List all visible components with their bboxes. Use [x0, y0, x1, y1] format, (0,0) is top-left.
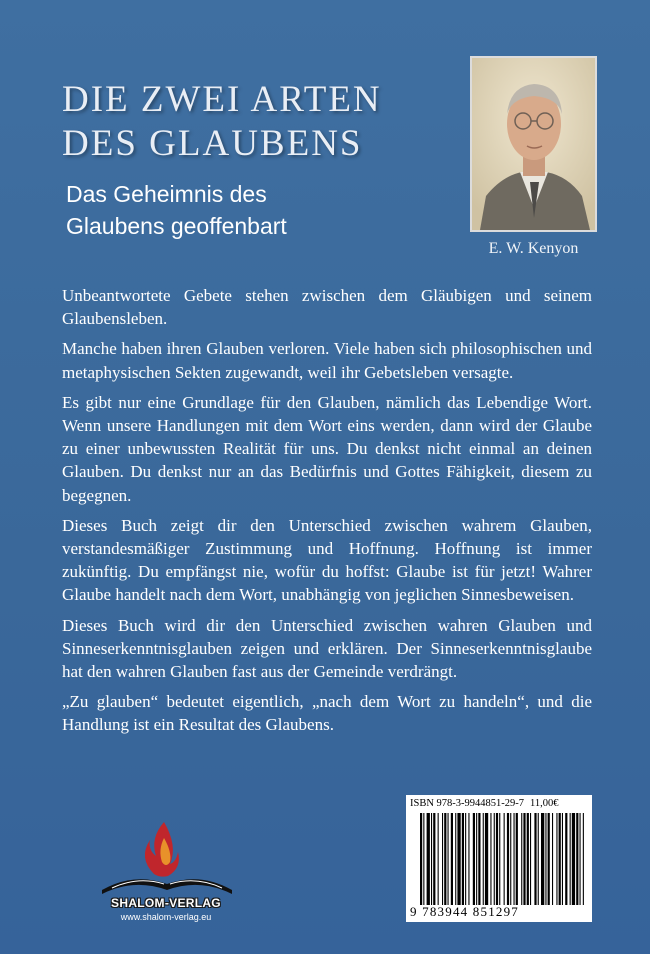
barcode-stripe	[534, 813, 536, 905]
publisher-url: www.shalom-verlag.eu	[120, 912, 212, 922]
blurb-paragraph: Es gibt nur eine Grundlage für den Glauben, nämlich das Lebendige Wort. Wenn unsere Handlungen mit dem Wort eins werden, dann wird der Glaube zu einer unbewussten Realität für uns. Du denkst nicht einmal an deinen Glauben. Du denkst nur an das Bedürfnis und Gottes Fähigkeit, diesem zu begegnen.	[62, 392, 592, 505]
barcode-stripe	[530, 813, 531, 905]
barcode-stripe	[442, 813, 443, 905]
barcode-stripe	[499, 813, 500, 905]
blurb-paragraph: Dieses Buch zeigt dir den Unterschied zwischen wahrem Glauben, verstandesmäßiger Zustimmung und Hoffnung. Hoffnung ist immer zukünftig. Du empfängst nie, wofür du hoffst: Glaube ist für jetzt! Wahrer Glaube handelt nach dem Wort, unabhängig von jeglichen Sinnesbeweisen.	[62, 515, 592, 605]
author-portrait	[470, 56, 597, 232]
barcode-stripe	[545, 813, 546, 905]
barcode-stripe	[451, 813, 453, 905]
barcode-stripe	[556, 813, 557, 905]
barcode-stripe	[541, 813, 544, 905]
barcode-stripe	[570, 813, 571, 905]
blurb-text	[62, 284, 592, 744]
barcode-stripe	[444, 813, 446, 905]
barcode-stripe	[504, 813, 505, 905]
price: 11,00€	[530, 798, 559, 809]
barcode-stripe	[572, 813, 575, 905]
title-line-1: DIE ZWEI ARTEN	[62, 79, 382, 120]
blurb-paragraph: „Zu glauben“ bedeutet eigentlich, „nach dem Wort zu handeln“, und die Handlung ist ein Resultat des Glaubens.	[62, 692, 592, 735]
flame-book-icon	[98, 818, 236, 898]
barcode-stripe	[462, 813, 464, 905]
barcode-stripe	[420, 813, 422, 905]
barcode-stripe	[583, 813, 584, 905]
isbn-line	[410, 798, 590, 809]
barcode-stripe	[423, 813, 424, 905]
publisher-name-part-2: VERLAG	[169, 896, 221, 910]
barcode-stripe	[476, 813, 477, 905]
blurb-paragraph: Unbeantwortete Gebete stehen zwischen dem Gläubigen und seinem Glaubensleben.	[62, 286, 592, 329]
barcode-stripe	[516, 813, 518, 905]
barcode-stripe	[483, 813, 484, 905]
publisher-name	[100, 896, 232, 910]
barcode-stripe	[485, 813, 488, 905]
title-line-2: DES GLAUBENS	[62, 123, 363, 164]
barcode-stripe	[496, 813, 498, 905]
publisher-name-part-1: SHALOM-	[111, 896, 170, 910]
barcode-stripe	[559, 813, 561, 905]
barcode-stripe	[538, 813, 539, 905]
barcode-stripe	[548, 813, 550, 905]
barcode-stripe	[576, 813, 578, 905]
barcode-stripe	[433, 813, 435, 905]
barcode-stripe	[507, 813, 509, 905]
barcode-stripe	[468, 813, 469, 905]
blurb-paragraph: Manche haben ihren Glauben verloren. Viele haben sich philosophischen und metaphysischen Sekten zugewandt, weil ihr Gebetsleben versagte.	[62, 339, 592, 382]
barcode-stripe	[552, 813, 553, 905]
author-name: E. W. Kenyon	[488, 240, 579, 257]
book-title	[62, 78, 442, 166]
barcode-stripe	[490, 813, 491, 905]
barcode-stripe	[494, 813, 495, 905]
blurb-paragraph: Dieses Buch wird dir den Unterschied zwischen wahren Glauben und Sinneserkenntnisglauben zeigen und erklären. Der Sinneserkenntnisglaube hat den wahren Glauben fast aus der Gemeinde verdrängt.	[62, 615, 592, 682]
barcode-stripe	[580, 813, 581, 905]
barcode-stripe	[438, 813, 439, 905]
author-portrait-image	[472, 58, 595, 230]
isbn-barcode	[406, 795, 592, 922]
subtitle-line-2: Glaubens geoffenbart	[66, 213, 287, 239]
barcode-stripe	[465, 813, 466, 905]
barcode-stripe	[562, 813, 563, 905]
barcode-stripe	[473, 813, 475, 905]
barcode-stripe	[527, 813, 529, 905]
subtitle-line-1: Das Geheimnis des	[66, 181, 267, 207]
barcode-stripe	[565, 813, 567, 905]
barcode-stripe	[523, 813, 525, 905]
book-subtitle	[66, 178, 426, 242]
barcode-stripe	[521, 813, 522, 905]
barcode-digits: 9 783944 851297	[410, 904, 519, 919]
barcode-stripe	[478, 813, 480, 905]
barcode-stripe	[427, 813, 430, 905]
barcode-bars	[420, 813, 586, 905]
barcode-stripe	[510, 813, 511, 905]
barcode-stripe	[448, 813, 449, 905]
barcode-stripe	[431, 813, 432, 905]
barcode-stripe	[455, 813, 456, 905]
barcode-stripe	[514, 813, 515, 905]
isbn-number: ISBN 978-3-9944851-29-7	[410, 798, 525, 809]
barcode-stripe	[457, 813, 460, 905]
